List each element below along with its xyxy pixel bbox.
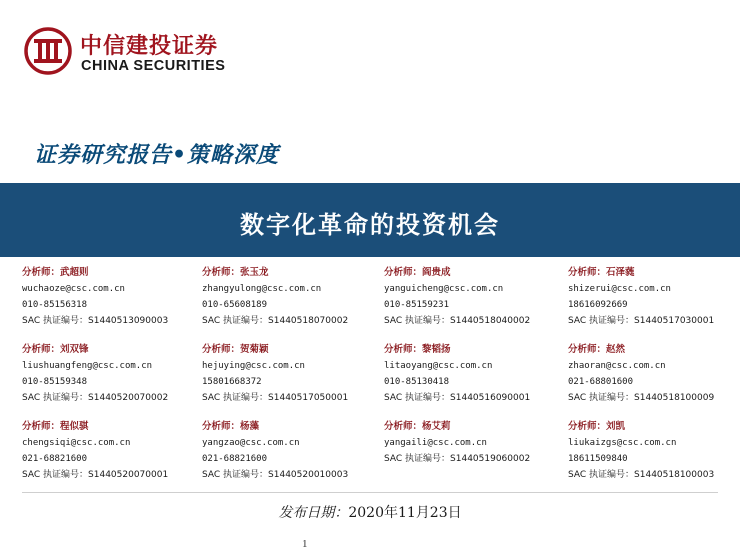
analyst-email[interactable]: liushuangfeng@csc.com.cn [22,361,153,371]
analyst-email[interactable]: yangzao@csc.com.cn [202,438,300,448]
analyst-phone: 15801668372 [202,377,262,387]
china-securities-logo-icon [24,27,72,75]
analyst-card [384,342,568,419]
analyst-sac: SAC 执证编号：S1440518040002 [384,316,531,326]
analyst-sac: SAC 执证编号：S1440519060002 [384,454,531,464]
analyst-email[interactable]: zhangyulong@csc.com.cn [202,284,322,294]
publish-date [0,502,740,522]
analyst-sac: SAC 执证编号：S1440518070002 [202,316,349,326]
analyst-email[interactable]: yangaili@csc.com.cn [384,438,487,448]
analyst-card [384,419,568,496]
analyst-card [568,265,732,342]
analyst-email[interactable]: hejuying@csc.com.cn [202,361,305,371]
analyst-name: 分析师：贺菊颖 [202,344,269,355]
analyst-phone: 010-85130418 [384,377,450,387]
page-number: 1 [302,538,308,550]
analyst-phone: 021-68821600 [22,454,88,464]
analyst-name: 分析师：程似骐 [22,421,89,432]
analyst-email[interactable]: litaoyang@csc.com.cn [384,361,493,371]
title-banner [0,183,740,257]
analyst-name: 分析师：杨藻 [202,421,260,432]
analyst-grid [22,265,732,496]
analyst-name: 分析师：刘双锋 [22,344,89,355]
analyst-name: 分析师：阎贵成 [384,267,451,278]
analyst-card [568,419,732,496]
report-title: 数字化革命的投资机会 [240,210,500,239]
analyst-phone: 010-85156318 [22,300,88,310]
analyst-sac: SAC 执证编号：S1440513090003 [22,316,169,326]
analyst-card [384,265,568,342]
analyst-name: 分析师：武超则 [22,267,89,278]
analyst-email[interactable]: chengsiqi@csc.com.cn [22,438,131,448]
publish-date-label: 发布日期： [278,505,349,521]
analyst-card [568,342,732,419]
analyst-phone: 010-65608189 [202,300,268,310]
analyst-phone: 010-85159348 [22,377,88,387]
analyst-card [202,265,384,342]
analyst-phone: 021-68821600 [202,454,268,464]
analyst-name: 分析师：张玉龙 [202,267,269,278]
analyst-email[interactable]: yanguicheng@csc.com.cn [384,284,504,294]
brand-name-cn: 中信建投证券 [80,34,219,59]
analyst-email[interactable]: wuchaoze@csc.com.cn [22,284,125,294]
analyst-email[interactable]: liukaizgs@csc.com.cn [568,438,677,448]
analyst-sac: SAC 执证编号：S1440518100009 [568,393,715,403]
analyst-name: 分析师：杨艾莉 [384,421,451,432]
analyst-sac: SAC 执证编号：S1440518100003 [568,470,715,480]
company-logo [24,25,249,81]
analyst-phone: 18611509840 [568,454,628,464]
analyst-card [22,265,202,342]
analyst-name: 分析师：赵然 [568,344,626,355]
analyst-sac: SAC 执证编号：S1440516090001 [384,393,531,403]
analyst-name: 分析师：黎韬扬 [384,344,451,355]
analyst-sac: SAC 执证编号：S1440517050001 [202,393,349,403]
brand-name-en: CHINA SECURITIES [81,58,226,74]
analyst-email[interactable]: shizerui@csc.com.cn [568,284,671,294]
analyst-card [22,342,202,419]
analyst-phone: 010-85159231 [384,300,450,310]
analyst-phone: 18616092669 [568,300,628,310]
analyst-sac: SAC 执证编号：S1440517030001 [568,316,715,326]
analyst-card [202,419,384,496]
analyst-sac: SAC 执证编号：S1440520070002 [22,393,169,403]
analyst-sac: SAC 执证编号：S1440520010003 [202,470,349,480]
analyst-email[interactable]: zhaoran@csc.com.cn [568,361,666,371]
publish-date-value: 2020年11月23日 [348,505,462,521]
analyst-card [202,342,384,419]
analyst-name: 分析师：刘凯 [568,421,626,432]
analyst-card [22,419,202,496]
analyst-sac: SAC 执证编号：S1440520070001 [22,470,169,480]
footer-divider [22,492,718,493]
analyst-phone: 021-68801600 [568,377,634,387]
report-category: 证券研究报告•策略深度 [34,142,280,168]
analyst-name: 分析师：石泽蕤 [568,267,635,278]
